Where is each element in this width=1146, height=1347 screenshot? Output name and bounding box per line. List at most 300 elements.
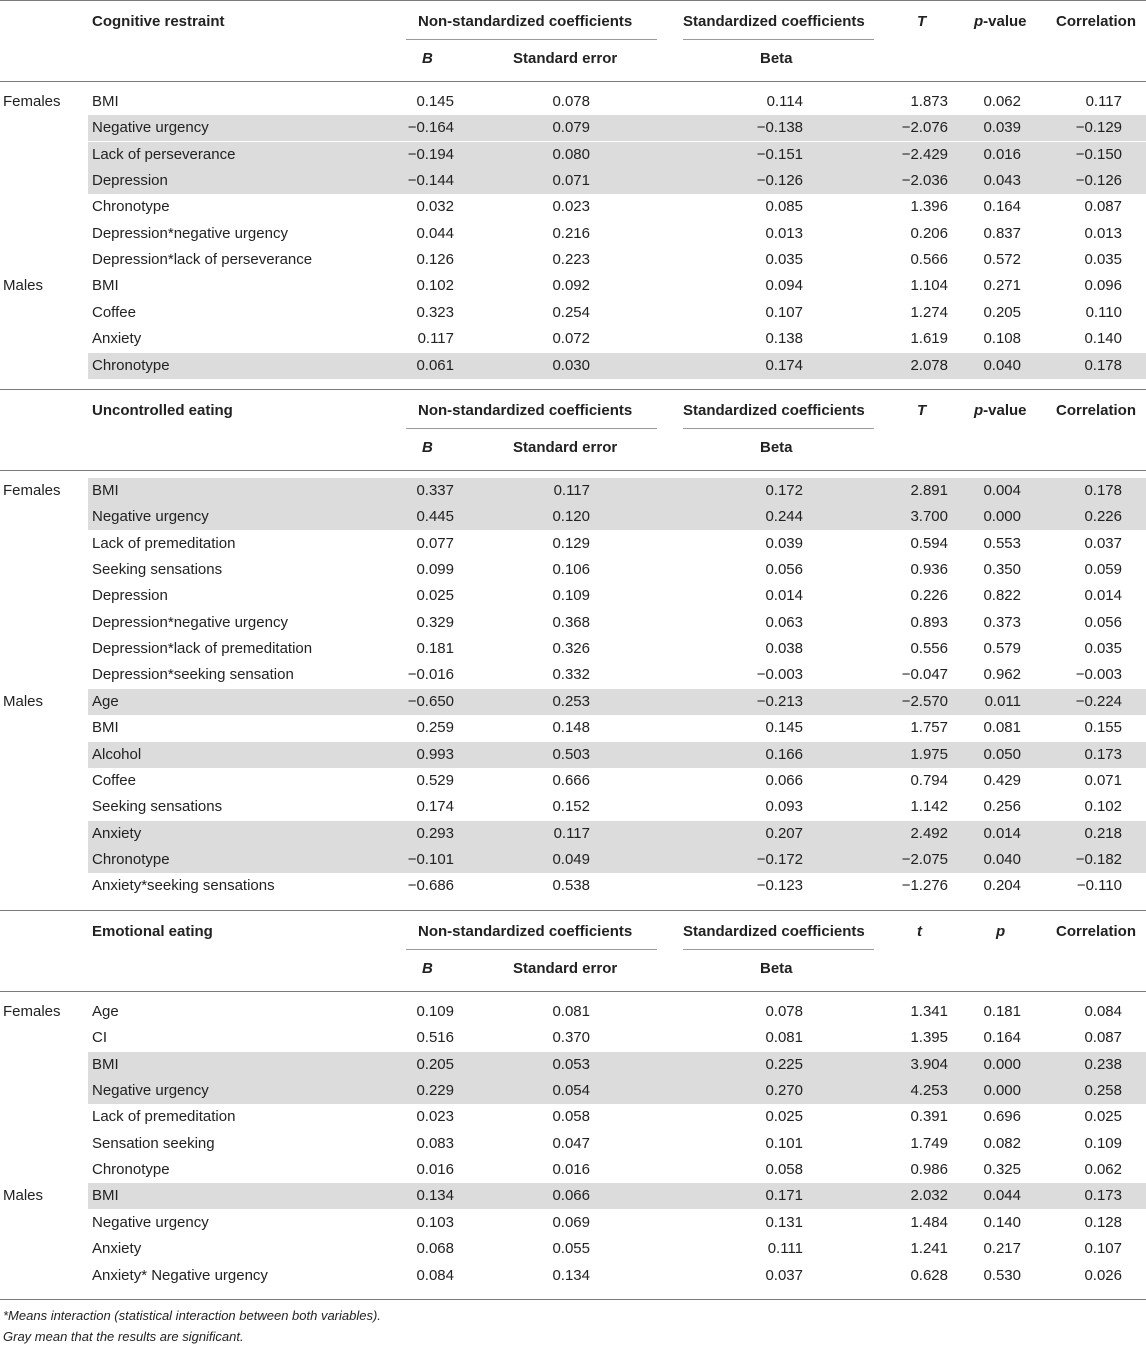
cell-corr: 0.013 [1084,224,1122,242]
cell-b: 0.205 [416,1055,454,1073]
variable-label: BMI [92,277,119,295]
cell-b: 0.329 [416,613,454,631]
table-row [0,999,1146,1025]
cell-b: 0.516 [416,1029,454,1047]
group-label: Females [3,1003,61,1020]
cell-b: 0.174 [416,798,454,816]
cell-beta: −0.151 [756,145,803,163]
table-row [0,1052,1146,1078]
variable-label: Depression [92,172,168,190]
cell-se: 0.055 [552,1240,590,1258]
cell-corr: 0.178 [1084,482,1122,499]
cell-t: 1.241 [910,1240,948,1258]
cell-t: 0.566 [910,251,948,269]
header-standard-error: Standard error [513,50,618,67]
cell-beta: 0.131 [765,1213,803,1231]
header-p [996,923,1005,941]
header-correlation: Correlation [1056,923,1137,940]
cell-p: 0.822 [983,587,1021,605]
cell-t: 1.975 [910,745,948,763]
cell-beta: 0.145 [765,719,803,737]
cell-beta: 0.107 [765,303,803,321]
cell-p: 0.043 [983,172,1021,190]
section-uncontrolled-eating [0,389,1146,900]
std-rule [683,39,874,40]
variable-label: Chronotype [92,850,170,868]
variable-label: Lack of premeditation [92,534,236,552]
cell-b: 0.032 [416,198,454,216]
cell-p: 0.062 [983,93,1021,110]
table-row [0,504,1146,530]
cell-se: 0.538 [552,877,590,895]
cell-p: 0.530 [983,1266,1021,1284]
header-standardized: Standardized coefficients [683,923,865,940]
cell-corr: 0.062 [1084,1161,1122,1179]
cell-se: 0.016 [552,1161,590,1179]
table-row [0,1078,1146,1104]
header-p-letter: p [974,13,984,30]
group-label: Females [3,93,61,110]
cell-b: 0.109 [416,1003,454,1020]
std-rule [683,949,874,950]
cell-b: 0.025 [416,587,454,605]
variable-label: Depression*negative urgency [92,613,288,631]
cell-corr: 0.238 [1084,1055,1122,1073]
cell-beta: 0.037 [765,1266,803,1284]
cell-corr: 0.087 [1084,1029,1122,1047]
cell-beta: 0.093 [765,798,803,816]
cell-se: 0.223 [552,251,590,269]
cell-t: 2.032 [910,1187,948,1205]
header-t: T [917,402,927,419]
cell-beta: 0.025 [765,1108,803,1126]
cell-p: 0.164 [983,1029,1021,1047]
cell-beta: −0.172 [756,850,803,868]
table-row [0,531,1146,557]
cell-p: 0.962 [983,666,1021,684]
cell-b: 0.229 [416,1082,454,1100]
table-row [0,142,1146,168]
variable-label: Seeking sensations [92,798,223,816]
header-b: B [422,960,433,977]
cell-corr: 0.096 [1084,277,1122,295]
cell-t: −1.276 [901,877,948,895]
cell-beta: 0.207 [765,824,803,842]
cell-se: 0.503 [552,745,590,763]
cell-t: 1.619 [910,330,948,348]
cell-t: 1.104 [910,277,948,295]
cell-b: 0.293 [416,824,454,842]
cell-se: 0.666 [552,771,590,789]
cell-p: 0.014 [983,824,1021,842]
cell-corr: 0.110 [1085,303,1122,321]
cell-t: 0.628 [910,1266,948,1284]
cell-t: −2.075 [901,850,948,868]
cell-t: −2.429 [901,145,948,163]
cell-b: 0.084 [416,1266,454,1284]
cell-beta: 0.101 [765,1134,803,1152]
variable-label: Coffee [92,303,136,321]
header-correlation: Correlation [1056,402,1137,419]
cell-b: 0.083 [416,1134,454,1152]
std-rule [683,428,874,429]
cell-b: 0.337 [416,482,454,499]
cell-t: 0.794 [910,771,948,789]
cell-corr: −0.129 [1075,119,1122,137]
cell-b: 0.993 [416,745,454,763]
variable-label: Age [92,692,119,710]
cell-t: 0.893 [910,613,948,631]
cell-t: 0.594 [910,534,948,552]
cell-p: 0.204 [983,877,1021,895]
table-row [0,794,1146,820]
variable-label: Seeking sensations [92,561,223,579]
cell-t: 1.873 [910,93,948,110]
cell-se: 0.216 [552,224,590,242]
section-top-rule [0,389,1146,390]
cell-se: 0.120 [552,508,590,526]
cell-corr: 0.056 [1084,613,1122,631]
nonstd-rule [406,428,657,429]
header-bottom-rule [0,991,1146,992]
cell-beta: 0.014 [765,587,803,605]
cell-beta: −0.123 [756,877,803,895]
variable-label: BMI [92,1187,119,1205]
cell-beta: 0.094 [765,277,803,295]
cell-t: 0.936 [910,561,948,579]
table-row [0,662,1146,688]
cell-se: 0.370 [552,1029,590,1047]
variable-label: Anxiety [92,330,142,348]
table-row [0,1131,1146,1157]
cell-p: 0.837 [983,224,1021,242]
cell-se: 0.066 [552,1187,590,1205]
cell-b: 0.103 [416,1213,454,1231]
header-beta: Beta [760,50,793,67]
cell-beta: 0.166 [765,745,803,763]
cell-b: 0.016 [416,1161,454,1179]
cell-beta: −0.213 [756,692,803,710]
cell-t: 1.484 [910,1213,948,1231]
cell-b: 0.061 [416,356,454,374]
variable-label: Lack of premeditation [92,1108,236,1126]
variable-label: Depression*seeking sensation [92,666,294,684]
cell-se: 0.109 [552,587,590,605]
cell-p: 0.040 [983,356,1021,374]
cell-corr: 0.014 [1084,587,1122,605]
variable-label: Negative urgency [92,1082,209,1100]
cell-beta: 0.039 [765,534,803,552]
cell-t: −0.047 [901,666,948,684]
cell-p: 0.000 [983,508,1021,526]
cell-beta: 0.111 [767,1240,803,1258]
group-label: Males [3,1187,44,1205]
table-row [0,821,1146,847]
header-p [974,402,1027,420]
cell-beta: 0.171 [765,1187,803,1205]
cell-beta: 0.085 [765,198,803,216]
cell-b: 0.323 [416,303,454,321]
cell-p: 0.325 [983,1161,1021,1179]
cell-b: −0.164 [407,119,454,137]
variable-label: Coffee [92,771,136,789]
cell-corr: 0.140 [1084,330,1122,348]
cell-t: −2.036 [901,172,948,190]
table-row [0,689,1146,715]
table-row [0,300,1146,326]
cell-se: 0.254 [552,303,590,321]
cell-corr: 0.059 [1084,561,1122,579]
footnote: *Means interaction (statistical interaction between both variables). [3,1308,381,1323]
table-row [0,221,1146,247]
table-row [0,168,1146,194]
cell-b: −0.144 [407,172,454,190]
cell-p: 0.081 [983,719,1021,737]
section-title: Emotional eating [92,923,213,940]
cell-t: 0.556 [910,640,948,658]
cell-p: 0.082 [983,1134,1021,1152]
table-row [0,557,1146,583]
cell-se: 0.117 [553,482,590,499]
cell-p: 0.350 [983,561,1021,579]
variable-label: Negative urgency [92,119,209,137]
header-beta: Beta [760,960,793,977]
cell-corr: 0.026 [1084,1266,1122,1284]
cell-p: 0.050 [983,745,1021,763]
cell-se: 0.078 [552,93,590,110]
cell-beta: 0.172 [765,482,803,499]
header-standardized: Standardized coefficients [683,402,865,419]
cell-p: 0.000 [983,1082,1021,1100]
cell-p: 0.000 [983,1055,1021,1073]
table-row [0,1236,1146,1262]
cell-se: 0.332 [552,666,590,684]
cell-se: 0.253 [552,692,590,710]
section-emotional-eating [0,910,1146,1289]
cell-b: 0.077 [416,534,454,552]
cell-p: 0.004 [983,482,1021,499]
cell-beta: −0.003 [756,666,803,684]
cell-beta: 0.244 [765,508,803,526]
cell-p: 0.217 [983,1240,1021,1258]
cell-t: 1.341 [910,1003,948,1020]
cell-t: 1.396 [910,198,948,216]
cell-t: 1.749 [910,1134,948,1152]
section-top-rule [0,910,1146,911]
cell-corr: 0.128 [1084,1213,1122,1231]
cell-beta: 0.035 [765,251,803,269]
table-row [0,1210,1146,1236]
section-cognitive-restraint [0,0,1146,379]
cell-t: 0.391 [910,1108,948,1126]
cell-corr: −0.110 [1076,877,1122,895]
table-row [0,194,1146,220]
variable-label: Anxiety [92,824,142,842]
cell-beta: 0.081 [765,1029,803,1047]
cell-t: −2.570 [901,692,948,710]
variable-label: Chronotype [92,198,170,216]
cell-beta: 0.270 [765,1082,803,1100]
variable-label: Chronotype [92,1161,170,1179]
cell-corr: 0.071 [1084,771,1122,789]
cell-corr: 0.117 [1085,93,1122,110]
table-row [0,768,1146,794]
cell-t: −2.076 [901,119,948,137]
cell-corr: 0.087 [1084,198,1122,216]
cell-p: 0.373 [983,613,1021,631]
cell-corr: −0.150 [1075,145,1122,163]
variable-label: Depression*lack of premeditation [92,640,313,658]
header-beta: Beta [760,439,793,456]
table-row [0,115,1146,141]
cell-beta: 0.038 [765,640,803,658]
variable-label: Age [92,1003,119,1020]
variable-label: Lack of perseverance [92,145,236,163]
cell-se: 0.326 [552,640,590,658]
table-row [0,326,1146,352]
table-row [0,873,1146,899]
cell-beta: 0.114 [766,93,803,110]
cell-b: 0.023 [416,1108,454,1126]
table-row [0,636,1146,662]
header-b: B [422,50,433,67]
table-row [0,1263,1146,1289]
cell-corr: −0.224 [1075,692,1122,710]
variable-label: Chronotype [92,356,170,374]
cell-b: 0.102 [416,277,454,295]
table-row [0,583,1146,609]
cell-corr: 0.258 [1084,1082,1122,1100]
cell-b: −0.016 [407,666,454,684]
cell-b: 0.145 [416,93,454,110]
cell-t: 2.078 [910,356,948,374]
cell-b: 0.529 [416,771,454,789]
variable-label: BMI [92,1055,119,1073]
cell-t: 0.206 [910,224,948,242]
table-row [0,273,1146,299]
nonstd-rule [406,39,657,40]
cell-corr: 0.025 [1084,1108,1122,1126]
cell-corr: 0.173 [1084,745,1122,763]
header-standard-error: Standard error [513,439,618,456]
cell-p: 0.429 [983,771,1021,789]
table-row [0,247,1146,273]
cell-corr: 0.218 [1084,824,1122,842]
group-label: Females [3,482,61,499]
cell-b: 0.181 [416,640,454,658]
cell-se: 0.129 [552,534,590,552]
header-t: T [917,13,927,30]
cell-p: 0.205 [983,303,1021,321]
cell-t: 3.904 [910,1055,948,1073]
table-row [0,1025,1146,1051]
cell-p: 0.039 [983,119,1021,137]
cell-se: 0.053 [552,1055,590,1073]
header-p-suffix: -value [983,13,1027,30]
cell-b: 0.044 [416,224,454,242]
cell-beta: 0.225 [765,1055,803,1073]
cell-se: 0.049 [552,850,590,868]
group-label: Males [3,277,44,295]
cell-se: 0.054 [552,1082,590,1100]
cell-p: 0.579 [983,640,1021,658]
cell-t: 1.142 [910,798,948,816]
cell-b: 0.445 [416,508,454,526]
table-row [0,1157,1146,1183]
cell-corr: −0.003 [1075,666,1122,684]
cell-beta: 0.174 [765,356,803,374]
group-label: Males [3,692,44,710]
header-p-letter: p [974,402,984,419]
cell-p: 0.553 [983,534,1021,552]
table-row [0,1183,1146,1209]
table-row [0,1104,1146,1130]
header-t: t [917,923,922,940]
cell-t: 2.492 [910,824,948,842]
table-row [0,715,1146,741]
variable-label: Depression*negative urgency [92,224,288,242]
table-row [0,89,1146,115]
cell-p: 0.256 [983,798,1021,816]
cell-p: 0.044 [983,1187,1021,1205]
table-row [0,742,1146,768]
cell-corr: 0.155 [1084,719,1122,737]
header-nonstandardized: Non-standardized coefficients [418,402,633,419]
cell-t: 4.253 [910,1082,948,1100]
cell-se: 0.117 [553,824,590,842]
cell-beta: 0.066 [765,771,803,789]
cell-corr: 0.226 [1084,508,1122,526]
header-bottom-rule [0,470,1146,471]
table-row [0,478,1146,504]
header-nonstandardized: Non-standardized coefficients [418,923,633,940]
header-b: B [422,439,433,456]
section-top-rule [0,0,1146,1]
cell-b: −0.686 [407,877,454,895]
cell-se: 0.106 [552,561,590,579]
cell-se: 0.071 [552,172,590,190]
cell-corr: 0.037 [1084,534,1122,552]
variable-label: Sensation seeking [92,1134,215,1152]
header-standard-error: Standard error [513,960,618,977]
cell-se: 0.134 [552,1266,590,1284]
cell-t: 1.757 [910,719,948,737]
header-p-letter: p [996,923,1006,940]
cell-p: 0.271 [983,277,1021,295]
cell-p: 0.181 [983,1003,1021,1020]
cell-se: 0.058 [552,1108,590,1126]
variable-label: Negative urgency [92,1213,209,1231]
cell-p: 0.108 [983,330,1021,348]
cell-beta: 0.063 [765,613,803,631]
cell-se: 0.030 [552,356,590,374]
cell-beta: 0.013 [765,224,803,242]
variable-label: Alcohol [92,745,142,763]
cell-p: 0.164 [983,198,1021,216]
cell-corr: −0.182 [1075,850,1122,868]
cell-b: −0.650 [407,692,454,710]
header-p [974,13,1027,31]
table-row [0,610,1146,636]
cell-corr: 0.035 [1084,640,1122,658]
cell-corr: 0.084 [1084,1003,1122,1020]
variable-label: Anxiety*seeking sensations [92,877,275,895]
header-nonstandardized: Non-standardized coefficients [418,13,633,30]
cell-corr: 0.035 [1084,251,1122,269]
cell-beta: 0.056 [765,561,803,579]
cell-p: 0.016 [983,145,1021,163]
cell-p: 0.011 [984,692,1021,710]
